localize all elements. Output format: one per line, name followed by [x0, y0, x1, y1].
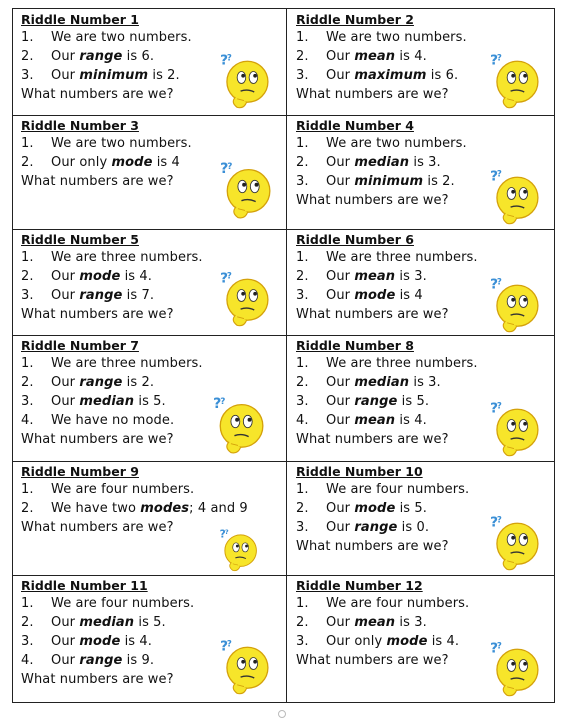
thinking-face-icon — [218, 637, 270, 697]
clue-number: 1. — [21, 596, 34, 611]
clue-text: What numbers are we? — [296, 193, 449, 208]
riddle-clue — [21, 248, 286, 267]
clue-text: is 4. — [120, 269, 153, 284]
clue-text: Our — [326, 288, 355, 303]
clue-number: 3. — [296, 520, 309, 535]
clue-number: 3. — [21, 634, 34, 649]
clue-text: is 4 — [152, 155, 180, 170]
clue-number: 1. — [296, 30, 309, 45]
clue-text: Our — [326, 68, 355, 83]
thinking-face-svg — [218, 269, 270, 329]
keyword: mean — [354, 413, 396, 428]
riddle-clue — [296, 613, 554, 632]
riddle-title: Riddle Number 9 — [21, 464, 139, 479]
column-divider — [286, 9, 287, 702]
clue-text: What numbers are we? — [296, 653, 449, 668]
svg-text:?: ? — [496, 641, 502, 652]
clue-number: 3. — [296, 288, 309, 303]
thinking-face-icon — [218, 159, 272, 221]
clue-number: 4. — [21, 413, 34, 428]
svg-text:?: ? — [490, 52, 499, 69]
riddle-title: Riddle Number 4 — [296, 118, 414, 133]
clue-text: is 4. — [427, 634, 460, 649]
svg-text:?: ? — [496, 277, 502, 288]
clue-text: We have two — [51, 501, 141, 516]
clue-number: 2. — [296, 155, 309, 170]
clue-number: 1. — [21, 250, 34, 265]
svg-text:?: ? — [490, 276, 499, 293]
clue-number: 3. — [296, 394, 309, 409]
thinking-face-svg — [218, 159, 272, 221]
thinking-face-icon — [488, 51, 540, 111]
riddle-title: Riddle Number 2 — [296, 12, 414, 27]
clue-text: Our — [326, 49, 355, 64]
clue-text: is 4. — [120, 634, 153, 649]
clue-text: We are two numbers. — [51, 30, 192, 45]
svg-text:?: ? — [226, 271, 232, 282]
keyword: mode — [79, 634, 121, 649]
keyword: range — [79, 49, 123, 64]
clue-text: Our only — [51, 155, 112, 170]
keyword: mode — [354, 288, 396, 303]
keyword: mode — [79, 269, 121, 284]
riddle-clue — [21, 354, 286, 373]
clue-text: We are two numbers. — [51, 136, 192, 151]
clue-text: Our — [51, 653, 80, 668]
riddle-clue — [21, 28, 286, 47]
clue-text: is 6. — [122, 49, 155, 64]
clue-number: 2. — [21, 155, 34, 170]
riddle-clue — [21, 499, 286, 518]
clue-number: 3. — [296, 174, 309, 189]
clue-text: is 4. — [395, 413, 427, 428]
riddle-title: Riddle Number 1 — [21, 12, 139, 27]
keyword: minimum — [354, 174, 424, 189]
clue-text: We are three numbers. — [51, 250, 203, 265]
clue-text: We are three numbers. — [326, 250, 478, 265]
clue-text: is 6. — [426, 68, 459, 83]
clue-text: Our — [51, 49, 80, 64]
riddle-clue — [21, 613, 286, 632]
clue-text: What numbers are we? — [21, 672, 174, 687]
clue-text: We are four numbers. — [326, 596, 470, 611]
clue-text: Our — [326, 155, 355, 170]
clue-text: Our — [51, 615, 80, 630]
thinking-face-svg — [488, 399, 540, 459]
keyword: mean — [354, 615, 396, 630]
clue-text: What numbers are we? — [296, 432, 449, 447]
svg-text:?: ? — [490, 400, 499, 417]
keyword: median — [79, 615, 135, 630]
svg-text:?: ? — [220, 396, 226, 407]
thinking-face-svg — [211, 394, 265, 456]
clue-text: What numbers are we? — [21, 432, 174, 447]
riddle-clue — [296, 134, 554, 153]
riddle-title: Riddle Number 10 — [296, 464, 423, 479]
clue-text: Our — [326, 615, 355, 630]
clue-number: 2. — [296, 49, 309, 64]
thinking-face-svg — [488, 51, 540, 111]
clue-text: We are two numbers. — [326, 136, 467, 151]
clue-text: Our only — [326, 634, 387, 649]
riddle-clue — [21, 594, 286, 613]
svg-text:?: ? — [213, 396, 222, 413]
riddle-clue — [21, 134, 286, 153]
clue-number: 4. — [21, 653, 34, 668]
clue-number: 1. — [296, 136, 309, 151]
riddle-title: Riddle Number 3 — [21, 118, 139, 133]
clue-text: What numbers are we? — [296, 307, 449, 322]
clue-number: 1. — [296, 250, 309, 265]
clue-text: is 2. — [148, 68, 180, 83]
keyword: range — [354, 394, 398, 409]
clue-text: Our — [326, 520, 355, 535]
clue-text: is 3. — [409, 375, 441, 390]
thinking-face-icon — [211, 394, 265, 456]
thinking-face-icon — [488, 399, 540, 459]
clue-text: is 5. — [395, 501, 428, 516]
keyword: range — [354, 520, 398, 535]
clue-number: 1. — [296, 482, 309, 497]
clue-text: We are four numbers. — [51, 596, 195, 611]
clue-text: We have no mode. — [51, 413, 175, 428]
svg-text:?: ? — [496, 401, 502, 412]
keyword: mode — [386, 634, 428, 649]
clue-number: 2. — [21, 615, 34, 630]
clue-number: 2. — [296, 501, 309, 516]
clue-number: 2. — [296, 375, 309, 390]
clue-text: is 3. — [395, 269, 427, 284]
clue-text: Our — [326, 413, 355, 428]
clue-text: What numbers are we? — [21, 520, 174, 535]
riddle-clue — [296, 480, 554, 499]
clue-text: Our — [51, 68, 80, 83]
clue-number: 3. — [296, 634, 309, 649]
clue-text: We are four numbers. — [326, 482, 470, 497]
clue-text: is 3. — [409, 155, 441, 170]
clue-text: Our — [51, 394, 80, 409]
clue-text: Our — [326, 269, 355, 284]
clue-text: Our — [326, 174, 355, 189]
clue-text: What numbers are we? — [296, 539, 449, 554]
clue-text: ; 4 and 9 — [189, 501, 248, 516]
svg-text:?: ? — [220, 270, 229, 287]
clue-number: 1. — [21, 482, 34, 497]
thinking-face-svg — [218, 527, 258, 573]
clue-number: 4. — [296, 413, 309, 428]
thinking-face-icon — [488, 639, 540, 699]
clue-text: Our — [51, 269, 80, 284]
svg-text:?: ? — [496, 53, 502, 64]
keyword: range — [79, 653, 123, 668]
clue-text: is 2. — [122, 375, 155, 390]
svg-text:?: ? — [226, 53, 232, 64]
thinking-face-icon — [218, 269, 270, 329]
riddle-sheet — [12, 8, 555, 703]
clue-number: 1. — [21, 356, 34, 371]
riddle-title: Riddle Number 6 — [296, 232, 414, 247]
clue-text: is 4 — [395, 288, 423, 303]
clue-number: 1. — [21, 136, 34, 151]
riddle-clue — [21, 480, 286, 499]
keyword: minimum — [79, 68, 149, 83]
clue-text: is 4. — [395, 49, 427, 64]
riddle-clue — [296, 373, 554, 392]
clue-text: is 9. — [122, 653, 155, 668]
svg-text:?: ? — [226, 639, 232, 650]
clue-number: 2. — [21, 269, 34, 284]
keyword: mean — [354, 269, 396, 284]
svg-text:?: ? — [490, 514, 499, 531]
riddle-clue — [21, 373, 286, 392]
page-indicator-dot — [278, 710, 286, 718]
keyword: median — [354, 375, 410, 390]
clue-number: 3. — [21, 394, 34, 409]
clue-text: We are three numbers. — [326, 356, 478, 371]
keyword: median — [79, 394, 135, 409]
clue-number: 2. — [21, 375, 34, 390]
svg-text:?: ? — [224, 528, 229, 537]
riddle-clue — [296, 28, 554, 47]
keyword: range — [79, 375, 123, 390]
clue-number: 2. — [21, 49, 34, 64]
svg-text:?: ? — [219, 528, 226, 541]
clue-text: What numbers are we? — [296, 87, 449, 102]
svg-text:?: ? — [220, 52, 229, 69]
clue-number: 3. — [21, 68, 34, 83]
svg-text:?: ? — [490, 640, 499, 657]
clue-text: is 3. — [395, 615, 427, 630]
svg-text:?: ? — [496, 169, 502, 180]
clue-text: What numbers are we? — [21, 307, 174, 322]
thinking-face-svg — [488, 275, 540, 335]
clue-text: is 0. — [397, 520, 430, 535]
riddle-title: Riddle Number 7 — [21, 338, 139, 353]
thinking-face-icon — [218, 51, 270, 111]
riddle-title: Riddle Number 8 — [296, 338, 414, 353]
keyword: range — [79, 288, 123, 303]
clue-text: is 5. — [134, 615, 166, 630]
thinking-face-icon — [488, 275, 540, 335]
clue-number: 1. — [296, 356, 309, 371]
svg-text:?: ? — [220, 638, 229, 655]
clue-text: Our — [326, 501, 355, 516]
clue-number: 1. — [21, 30, 34, 45]
svg-text:?: ? — [227, 161, 233, 172]
thinking-face-svg — [488, 167, 540, 227]
thinking-face-svg — [488, 639, 540, 699]
clue-text: is 5. — [397, 394, 430, 409]
clue-number: 2. — [21, 501, 34, 516]
keyword: median — [354, 155, 410, 170]
svg-text:?: ? — [496, 515, 502, 526]
keyword: modes — [140, 501, 190, 516]
clue-text: Our — [326, 394, 355, 409]
riddle-title: Riddle Number 12 — [296, 578, 423, 593]
clue-text: is 7. — [122, 288, 155, 303]
thinking-face-svg — [218, 637, 270, 697]
keyword: maximum — [354, 68, 427, 83]
thinking-face-svg — [218, 51, 270, 111]
keyword: mode — [354, 501, 396, 516]
riddle-clue — [296, 354, 554, 373]
riddle-title: Riddle Number 11 — [21, 578, 148, 593]
keyword: mode — [111, 155, 153, 170]
clue-text: is 2. — [423, 174, 455, 189]
thinking-face-icon — [488, 167, 540, 227]
clue-number: 2. — [296, 269, 309, 284]
svg-text:?: ? — [220, 161, 229, 178]
clue-number: 1. — [296, 596, 309, 611]
thinking-face-icon — [488, 513, 540, 573]
riddle-title: Riddle Number 5 — [21, 232, 139, 247]
clue-text: We are four numbers. — [51, 482, 195, 497]
thinking-face-svg — [488, 513, 540, 573]
clue-text: What numbers are we? — [21, 87, 174, 102]
riddle-clue — [296, 594, 554, 613]
clue-text: What numbers are we? — [21, 174, 174, 189]
clue-text: is 5. — [134, 394, 166, 409]
clue-text: Our — [51, 634, 80, 649]
clue-text: We are two numbers. — [326, 30, 467, 45]
clue-text: Our — [51, 288, 80, 303]
clue-number: 3. — [21, 288, 34, 303]
clue-number: 2. — [296, 615, 309, 630]
svg-text:?: ? — [490, 168, 499, 185]
riddle-clue — [296, 248, 554, 267]
clue-text: Our — [51, 375, 80, 390]
thinking-face-icon — [218, 527, 258, 573]
clue-number: 3. — [296, 68, 309, 83]
clue-text: Our — [326, 375, 355, 390]
keyword: mean — [354, 49, 396, 64]
clue-text: We are three numbers. — [51, 356, 203, 371]
